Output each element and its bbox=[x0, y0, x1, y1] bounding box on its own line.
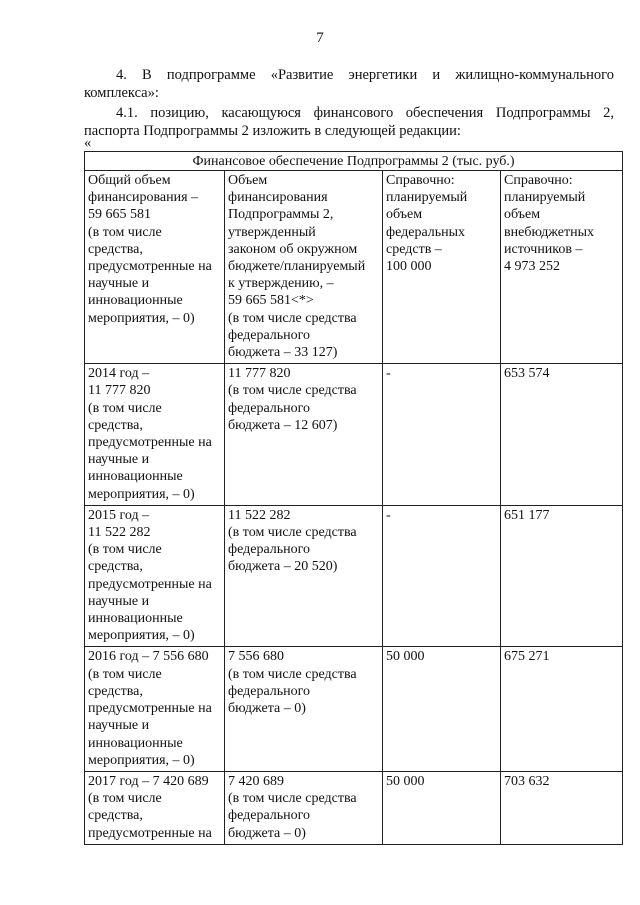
cell-line: предусмотренные на bbox=[88, 701, 212, 717]
cell-line: (в том числе средства bbox=[228, 791, 357, 807]
cell-line: научные и bbox=[88, 593, 150, 609]
cell-line: научные и bbox=[88, 452, 150, 468]
table-cell-col-4 bbox=[501, 364, 623, 506]
cell-line: к утверждению, – bbox=[228, 276, 334, 292]
header-total-financing bbox=[85, 171, 225, 364]
cell-line: мероприятия, – 0) bbox=[88, 628, 195, 644]
cell-line: федеральных bbox=[386, 224, 466, 240]
table-cell-col-2 bbox=[225, 505, 383, 647]
table-header-row bbox=[85, 171, 623, 364]
cell-line: предусмотренные на bbox=[88, 576, 212, 592]
cell-line: - bbox=[386, 366, 391, 382]
paragraph-section-4-1: 4.1. позицию, касающуюся финансового обеспечения Подпрограммы 2, паспорта Подпрограммы 2 изложить в следующей редакции: bbox=[84, 105, 614, 139]
cell-line: мероприятия, – 0) bbox=[88, 752, 195, 768]
paragraph-section-4: 4. В подпрограмме «Развитие энергетики и жилищно-коммунального комплекса»: bbox=[84, 67, 614, 101]
cell-line: 675 271 bbox=[504, 649, 550, 665]
table-cell-col-3 bbox=[383, 771, 501, 844]
cell-line: 11 777 820 bbox=[88, 383, 151, 399]
cell-line: (в том числе bbox=[88, 542, 162, 558]
cell-line: утвержденный bbox=[228, 224, 316, 240]
cell-line: 703 632 bbox=[504, 773, 550, 789]
cell-line: бюджете/планируемый bbox=[228, 259, 366, 275]
table-caption-row bbox=[85, 152, 623, 171]
cell-line: средства, bbox=[88, 559, 143, 575]
table-cell-col-2 bbox=[225, 364, 383, 506]
header-extrabudgetary-sources bbox=[501, 171, 623, 364]
cell-line: средства, bbox=[88, 808, 143, 824]
cell-line: бюджета – 0) bbox=[228, 701, 306, 717]
cell-line: средства, bbox=[88, 241, 143, 257]
table-cell-col-2 bbox=[225, 647, 383, 771]
cell-line: (в том числе bbox=[88, 224, 162, 240]
table-row bbox=[85, 647, 623, 771]
header-subprogram-financing bbox=[225, 171, 383, 364]
table-cell-col-1 bbox=[85, 771, 225, 844]
table-cell-col-1 bbox=[85, 647, 225, 771]
cell-line: 7 420 689 bbox=[228, 773, 284, 789]
cell-line: Подпрограммы 2, bbox=[228, 207, 334, 223]
cell-line: 50 000 bbox=[386, 773, 425, 789]
cell-line: Общий объем bbox=[88, 173, 171, 188]
cell-line: федерального bbox=[228, 327, 311, 343]
opening-quote-mark: « bbox=[84, 135, 92, 151]
cell-line: 11 522 282 bbox=[88, 525, 151, 541]
table-row bbox=[85, 505, 623, 647]
cell-line: федерального bbox=[228, 400, 311, 416]
table-cell-col-1 bbox=[85, 364, 225, 506]
header-federal-funds bbox=[383, 171, 501, 364]
cell-line: Справочно: bbox=[504, 173, 573, 188]
table-row bbox=[85, 771, 623, 844]
cell-line: бюджета – 33 127) bbox=[228, 345, 338, 361]
cell-line: 653 574 bbox=[504, 366, 550, 382]
cell-line: научные и bbox=[88, 276, 150, 292]
table-cell-col-1 bbox=[85, 505, 225, 647]
table-cell-col-2 bbox=[225, 771, 383, 844]
cell-line: федерального bbox=[228, 683, 311, 699]
cell-line: инновационные bbox=[88, 293, 183, 309]
cell-line: федерального bbox=[228, 808, 311, 824]
cell-line: научные и bbox=[88, 718, 150, 734]
cell-line: средства, bbox=[88, 417, 143, 433]
cell-line: (в том числе средства bbox=[228, 383, 357, 399]
cell-line: 50 000 bbox=[386, 649, 425, 665]
cell-line: (в том числе bbox=[88, 400, 162, 416]
cell-line: (в том числе средства bbox=[228, 666, 357, 682]
table-cell-col-4 bbox=[501, 771, 623, 844]
cell-line: инновационные bbox=[88, 735, 183, 751]
cell-line: предусмотренные на bbox=[88, 825, 212, 841]
cell-line: средства, bbox=[88, 683, 143, 699]
cell-line: 2016 год – 7 556 680 bbox=[88, 649, 209, 665]
cell-line: инновационные bbox=[88, 469, 183, 485]
cell-line: объем bbox=[504, 207, 541, 223]
cell-line: 59 665 581<*> bbox=[228, 293, 314, 309]
cell-line: 11 522 282 bbox=[228, 507, 291, 523]
table-cell-col-4 bbox=[501, 647, 623, 771]
cell-line: источников – bbox=[504, 241, 583, 257]
cell-line: бюджета – 0) bbox=[228, 825, 306, 841]
cell-line: планируемый bbox=[386, 190, 468, 206]
table-caption: Финансовое обеспечение Подпрограммы 2 (тыс. руб.) bbox=[85, 152, 623, 171]
cell-line: средств – bbox=[386, 241, 442, 257]
cell-line: (в том числе средства bbox=[228, 525, 357, 541]
cell-line: Справочно: bbox=[386, 173, 455, 188]
table-cell-col-3 bbox=[383, 647, 501, 771]
cell-line: (в том числе bbox=[88, 791, 162, 807]
table-cell-col-4 bbox=[501, 505, 623, 647]
cell-line: 7 556 680 bbox=[228, 649, 284, 665]
cell-line: (в том числе bbox=[88, 666, 162, 682]
cell-line: федерального bbox=[228, 542, 311, 558]
cell-line: Объем bbox=[228, 173, 268, 188]
cell-line: бюджета – 12 607) bbox=[228, 417, 338, 433]
financing-table bbox=[84, 151, 623, 845]
cell-line: законом об окружном bbox=[228, 241, 358, 257]
cell-line: 59 665 581 bbox=[88, 207, 151, 223]
cell-line: внебюджетных bbox=[504, 224, 595, 240]
cell-line: финансирования – bbox=[88, 190, 199, 206]
cell-line: 651 177 bbox=[504, 507, 550, 523]
cell-line: мероприятия, – 0) bbox=[88, 486, 195, 502]
cell-line: 100 000 bbox=[386, 259, 432, 275]
cell-line: 11 777 820 bbox=[228, 366, 291, 382]
page-number: 7 bbox=[316, 30, 324, 46]
table-row bbox=[85, 364, 623, 506]
cell-line: - bbox=[386, 507, 391, 523]
table-cell-col-3 bbox=[383, 364, 501, 506]
cell-line: 2014 год – bbox=[88, 366, 150, 382]
cell-line: бюджета – 20 520) bbox=[228, 559, 338, 575]
cell-line: 4 973 252 bbox=[504, 259, 560, 275]
table-cell-col-3 bbox=[383, 505, 501, 647]
cell-line: объем bbox=[386, 207, 423, 223]
cell-line: инновационные bbox=[88, 611, 183, 627]
cell-line: мероприятия, – 0) bbox=[88, 310, 195, 326]
cell-line: 2015 год – bbox=[88, 507, 150, 523]
cell-line: планируемый bbox=[504, 190, 586, 206]
cell-line: предусмотренные на bbox=[88, 259, 212, 275]
cell-line: финансирования bbox=[228, 190, 328, 206]
cell-line: 2017 год – 7 420 689 bbox=[88, 773, 209, 789]
cell-line: предусмотренные на bbox=[88, 435, 212, 451]
cell-line: (в том числе средства bbox=[228, 310, 357, 326]
